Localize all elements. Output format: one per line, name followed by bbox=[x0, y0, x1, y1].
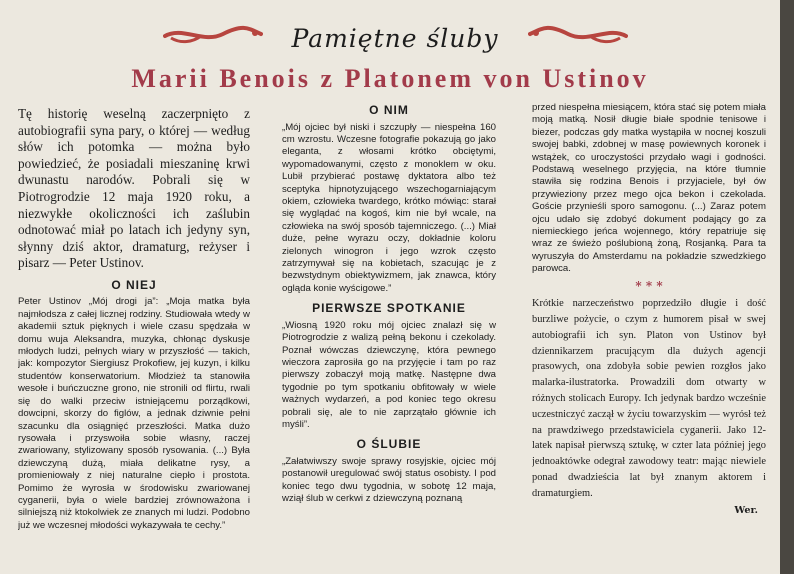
article-header bbox=[0, 10, 780, 53]
section-text-o-slubie: „Załatwiwszy swoje sprawy rosyjskie, ojciec mój postanowił uregulować swój status osobisty. I pod koniec tego dwu tygodnia, w sobotę 12 maja, wziął ślub w cerkwi z dziewczyną poznaną bbox=[282, 455, 496, 505]
section-heading-o-niej: O NIEJ bbox=[111, 277, 157, 292]
author-signature: Wer. bbox=[734, 504, 758, 516]
left-flourish-ornament bbox=[163, 24, 263, 46]
column-middle bbox=[282, 102, 496, 572]
section-divider-stars: * * * bbox=[635, 278, 663, 293]
continued-text: przed niespełna miesiącem, która stać się potem miała moją matką. Nosił długie białe spodnie tenisowe i biezer, podczas gdy matka wystąpiła w nocnej koszuli swojej babki, zdobnej w masę powiewnych koronek i wstążek, co uroczystości przydało wagi i godności. Podstawą weselnego przyjęcia, na które tłumnie stawiła się rodzina Benois i przyjaciele, był ów przywieziony przez mego ojca bekon i czekolada. Goście przynieśli sporo samogonu. (...) Zaraz potem ojcu udało się zdobyć dokument podający go za niemieckiego jeńca wojennego, który repatriuje się wraz ze świeżo poślubioną żoną, Rosjanką. Para ta wyruszyła do Amsterdamu na pokładzie szwedzkiego parowca. bbox=[532, 102, 766, 275]
lead-paragraph: Tę historię weselną zaczerpnięto z autobiografii syna pary, o której — według słów ich potomka — można było powiedzieć, że posiadali mieszaninę krwi dwunastu narodów. Pobrali się w Piotrogrodzie 12 maja 1920 roku, a niezwykłe okoliczności ich zaślubin odnotować miał po latach ich jedyny syn, słynny dziś aktor, dramaturg, reżyser i pisarz — Peter Ustinov. bbox=[18, 106, 250, 271]
section-text-o-nim: „Mój ojciec był niski i szczupły — niespełna 160 cm wzrostu. Wczesne fotografie pokazują go jako eleganta, z włosami krótko obciętymi, wypomadowanymi, często z monoklem w oku. Lubił przybierać postawę dyktatora albo też sceptyka hipnotyzującego wszechogarniającym okiem, człowieka twardego, krótko mówiąc: starał się wyglądać na kogoś, kim nie był wcale, na człowieka na swój sposób tajemniczego. (...) Miał duże, pełne wyrazu oczy, dokładnie koloru zielonych winogron i jego wzrok często zatrzymywał się na kobietach, szacując je z bezwstydnym obiektywizmem, jak znawca, który ogląda konie wyścigowe.” bbox=[282, 121, 496, 294]
section-text-o-niej: Peter Ustinov „Mój drogi ja”: „Moja matka była najmłodsza z całej licznej rodziny. Studiowała wtedy w akademii sztuk pięknych i wiele czasu spędzała w domu wuja Aleksandra, muzyka, chłonąc dyskusje młodych ludzi, pełnych wiary w przyszłość — takich, jak: kompozytor Siergiusz Prokofiew, jej kuzyn, i kilku studentów konserwatorium. Młodzież ta stanowiła wesołe i buńczuczne grono, nie stronili od flirtu, rwali się do walki przeciw istniejącemu porządkowi, dowcipni, skorzy do figlów, a jednak dziwnie pełni szacunku dla osiągnięć przeszłości. Matka dużo rysowała i przyswoiła sobie własny, raczej zwariowany, stylizowany sposób rysowania. (...) Była dziewczyną dużą, miała delikatne rysy, a promieniowały z niej naturalne ciepło i prostota. Pomimo że wyrosła w środowisku zwariowanej cyganerii, była o wiele bardziej zrównoważona i silniejszą niż ktokolwiek ze znanych mi ludzi. Podobno już we wczesnej młodości wykazywała te cechy.” bbox=[18, 296, 250, 531]
section-heading-o-slubie: O ŚLUBIE bbox=[356, 437, 422, 452]
section-text-pierwsze-spotkanie: „Wiosną 1920 roku mój ojciec znalazł się w Piotrogrodzie z walizą pełną bekonu i czekolady. Poznał wówczas dziewczynę, która pewnego wieczora zaprosiła go na przyjęcie i tam po raz pierwszy zobaczył moją matkę. Następne dwa tygodnie po tym spotkaniu obfitowały w wiele ważnych wydarzeń, a pod koniec tego okresu pobrali się, ale to nie zaprzątało głównie ich myśli”. bbox=[282, 319, 496, 430]
article-headline: Marii Benois z Platonem von Ustinov bbox=[131, 64, 649, 93]
right-flourish-ornament bbox=[528, 24, 628, 46]
section-heading-pierwsze-spotkanie: PIERWSZE SPOTKANIE bbox=[312, 301, 466, 316]
article-kicker: Pamiętne śluby bbox=[291, 24, 499, 53]
column-left bbox=[18, 106, 250, 572]
page-edge-shadow bbox=[780, 0, 794, 574]
column-right bbox=[532, 102, 766, 572]
section-heading-o-nim: O NIM bbox=[369, 103, 409, 117]
closing-text: Krótkie narzeczeństwo poprzedziło długie i dość burzliwe pożycie, o czym z humorem pisał w swej autobiografii ich syn. Platon von Ustinov był dziennikarzem pracującym dla dużych agencji prasowych, ona zdobyła sobie pewien rozgłos jako malarka-ilustratorka. Prowadzili dom otwarty w różnych stolicach Europy. Ich jedynak bardzo wcześnie uczestniczyć zaczął w życiu towarzyskim — wyrósł też na prawdziwego przedstawiciela cyganerii. Jako 12-latek napisał pierwszą sztukę, w czter lata później jego jednoaktówke odegrał zawodowy teatr: mając niewiele ponad dwadzieścia lat był znanym aktorem i dramaturgiem. bbox=[532, 298, 766, 499]
